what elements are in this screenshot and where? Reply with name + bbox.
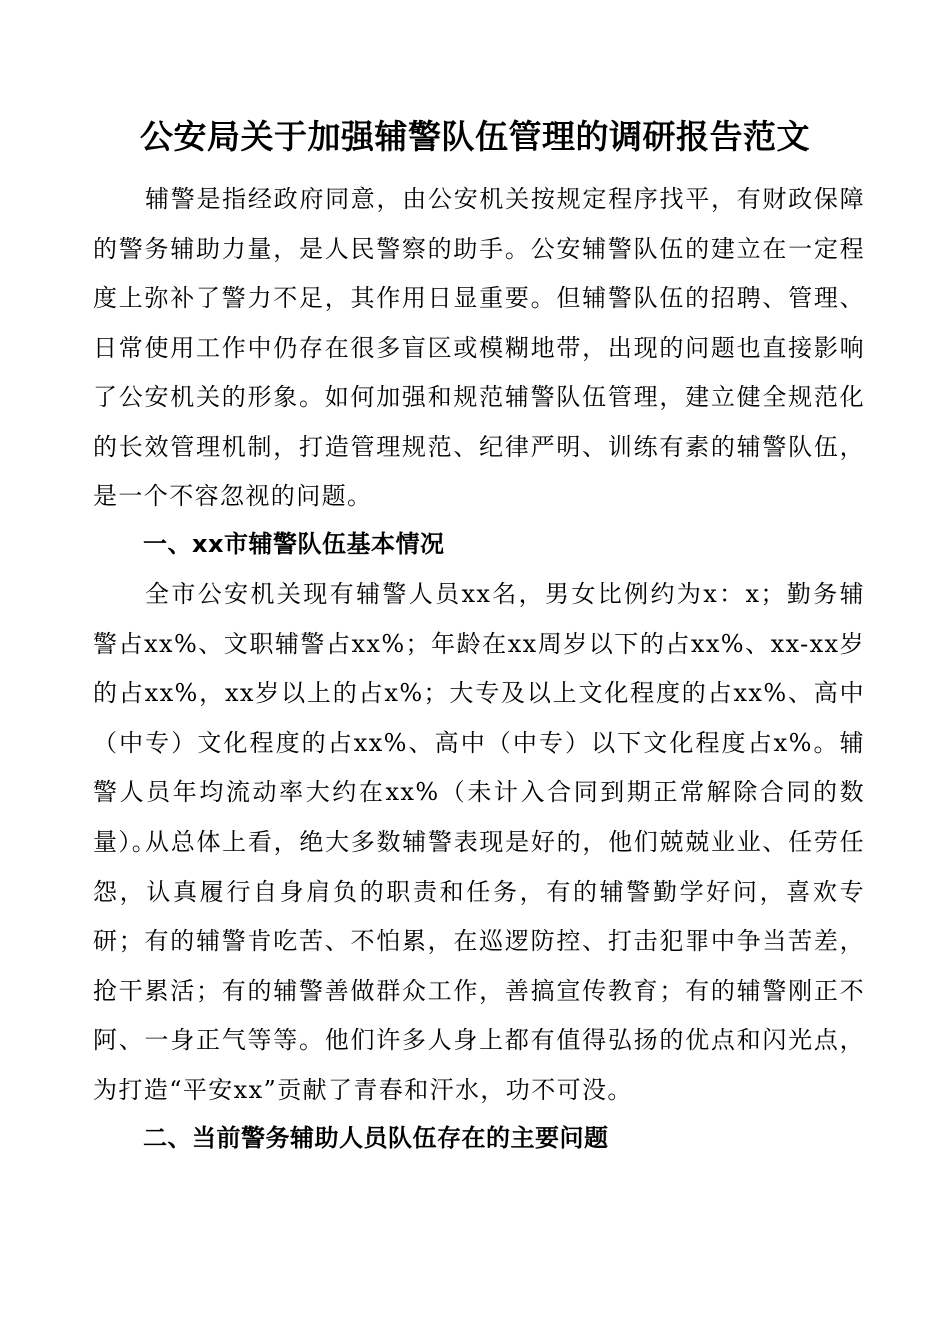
section-heading-2: 二、当前警务辅助人员队伍存在的主要问题 [143, 1124, 609, 1152]
basic-situation-paragraph: 全市公安机关现有辅警人员xx名，男女比例约为x：x；勤务辅警占xx%、文职辅警占xx%；年龄在xx周岁以下的占xx%、xx-xx岁的占xx%，xx岁以上的占x%；大专及以上文化程度的占xx%、高中（中专）文化程度的占xx%、高中（中专）以下文化程度占x%。辅警人员年均流动率大约在xx%（未计入合同到期正常解除合同的数量）。 [93, 580, 865, 856]
overall-assessment-paragraph: 从总体上看，绝大多数辅警表现是好的，他们兢兢业业、任劳任怨，认真履行自身肩负的职责和任务，有的辅警勤学好问，喜欢专研；有的辅警肯吃苦、不怕累，在巡逻防控、打击犯罪中争当苦差，抢干累活；有的辅警善做群众工作，善搞宣传教育；有的辅警刚正不阿、一身正气等等。他们许多人身上都有值得弘扬的优点和闪光点，为打造“平安xx”贡献了青春和汗水，功不可没。 [93, 828, 865, 1104]
intro-paragraph: 辅警是指经政府同意，由公安机关按规定程序找平，有财政保障的警务辅助力量，是人民警察的助手。公安辅警队伍的建立在一定程度上弥补了警力不足，其作用日显重要。但辅警队伍的招聘、管理、日常使用工作中仍存在很多盲区或模糊地带，出现的问题也直接影响了公安机关的形象。如何加强和规范辅警队伍管理，建立健全规范化的长效管理机制，打造管理规范、纪律严明、训练有素的辅警队伍，是一个不容忽视的问题。 [93, 185, 865, 510]
document-title: 公安局关于加强辅警队伍管理的调研报告范文 [140, 117, 810, 156]
section-heading-1: 一、xx市辅警队伍基本情况 [143, 530, 445, 558]
